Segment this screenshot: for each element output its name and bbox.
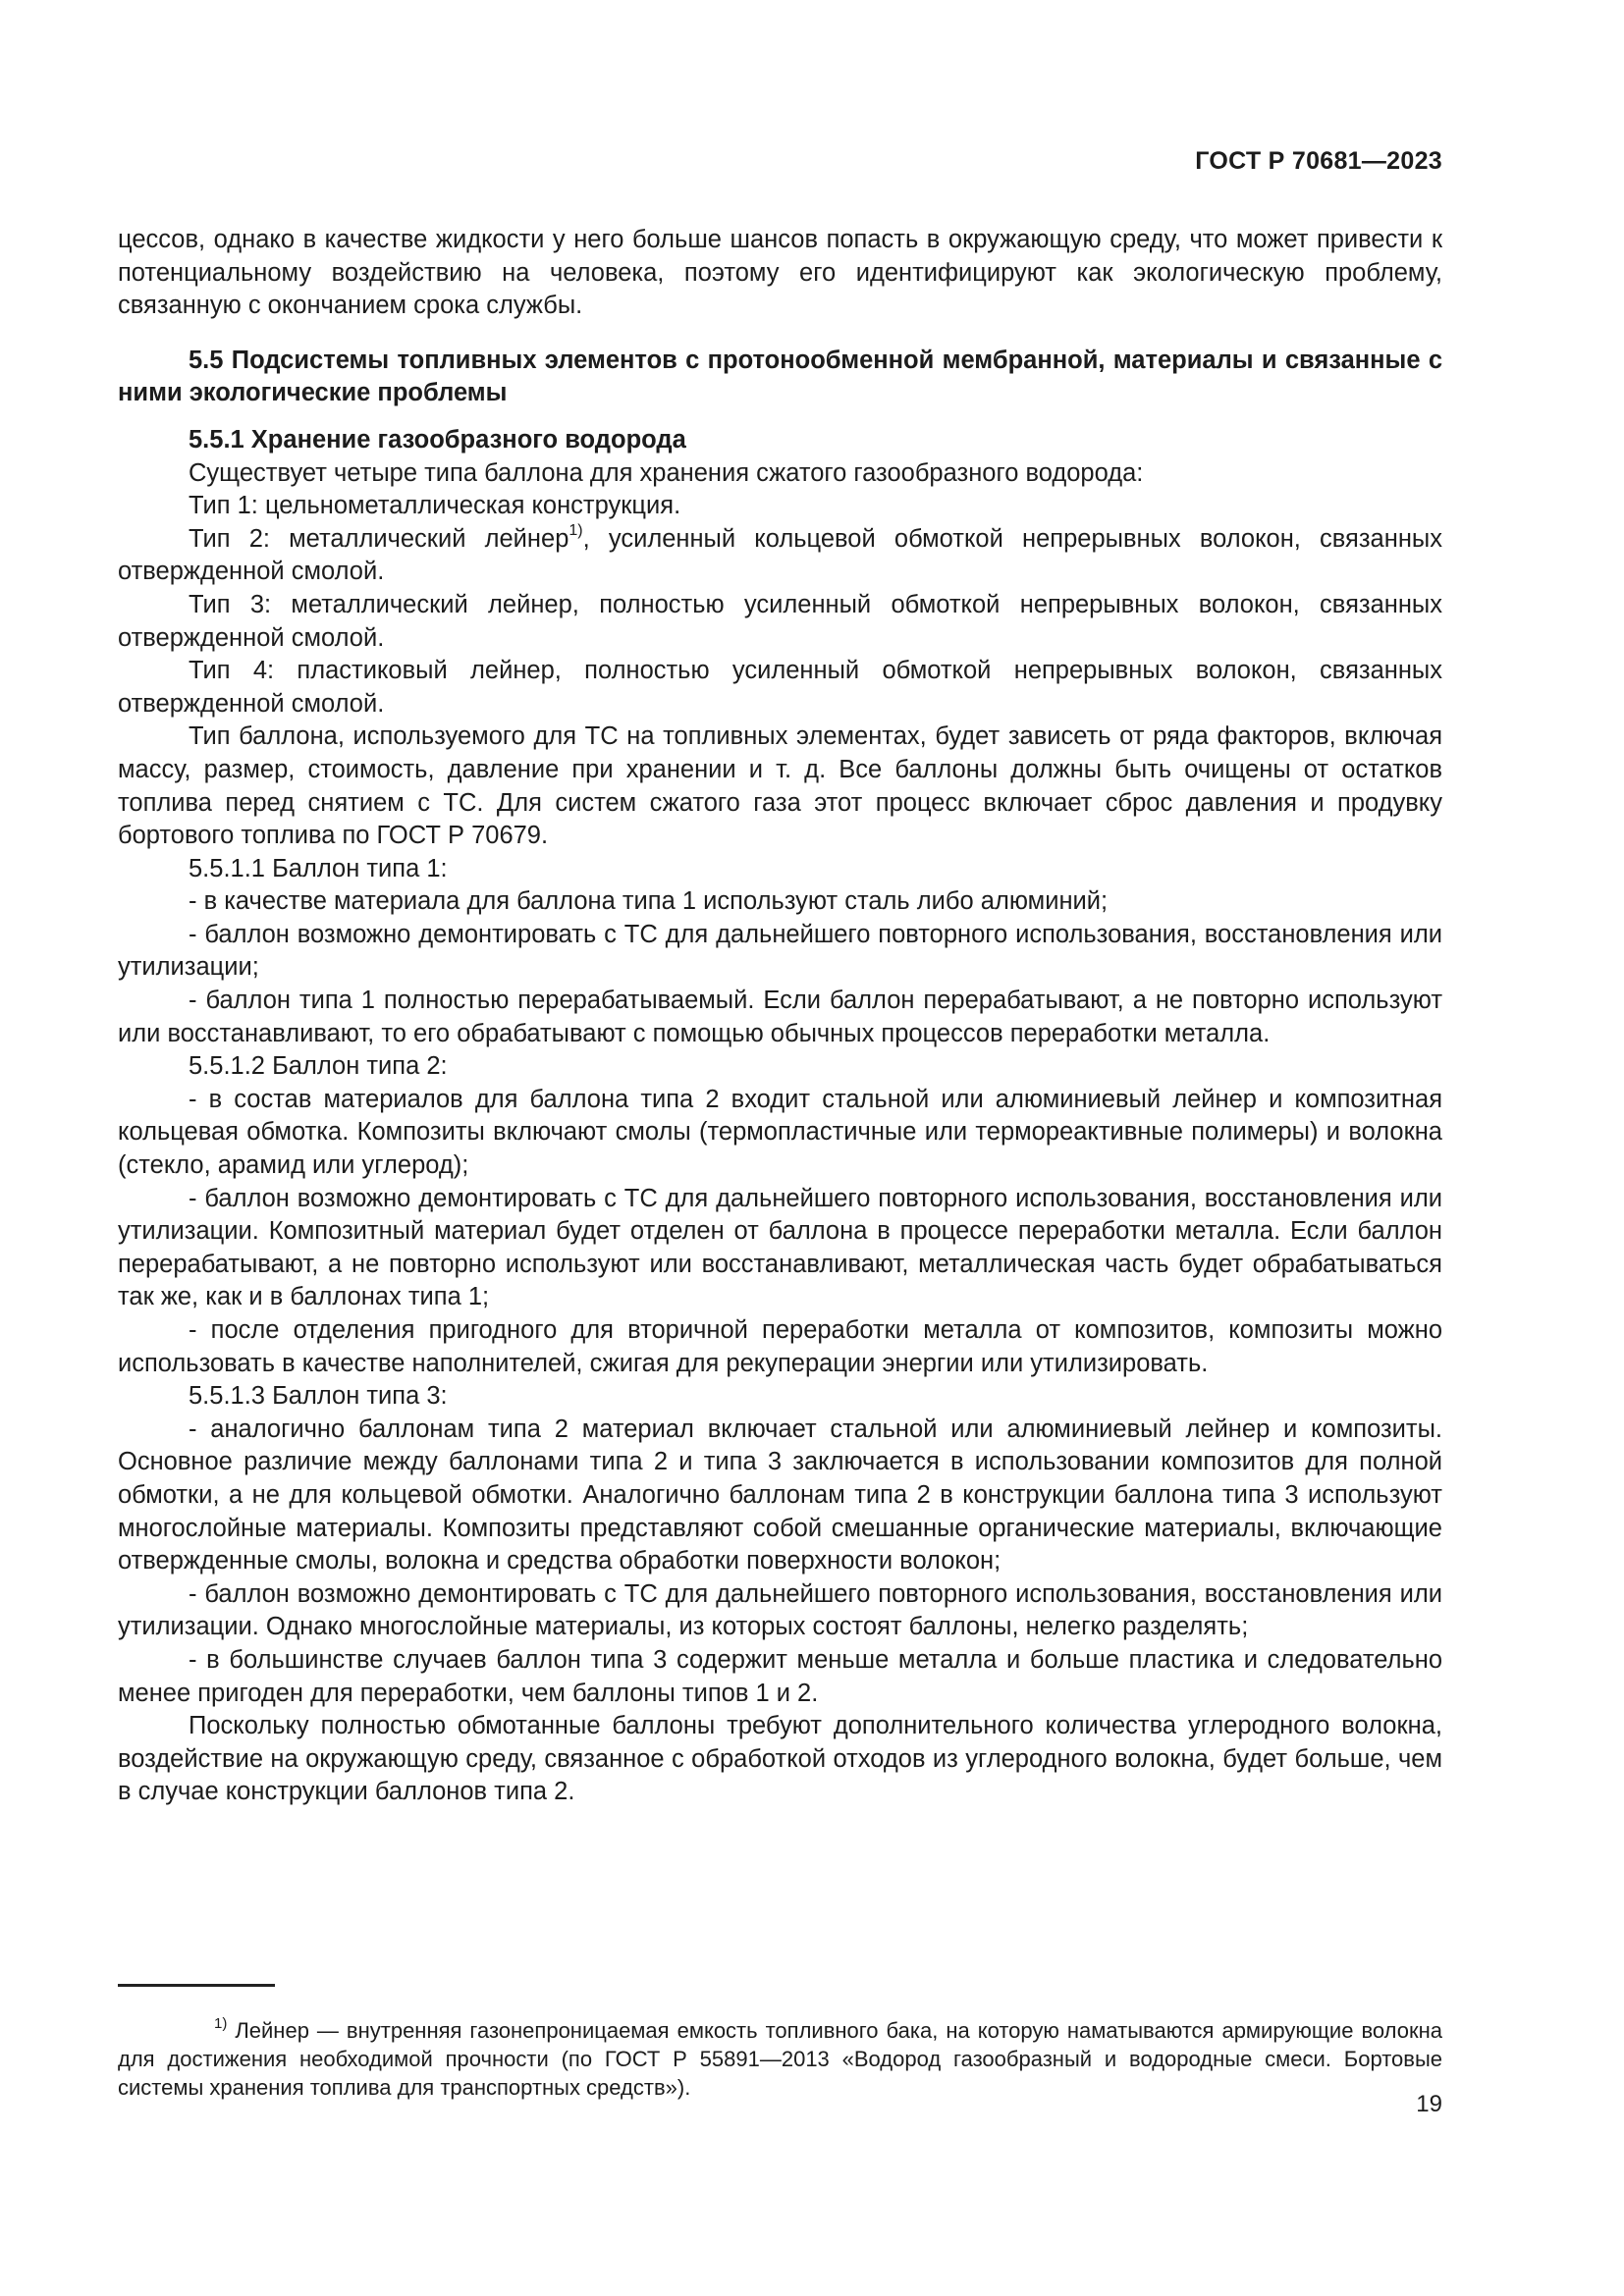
document-body [118, 224, 1442, 1809]
selection-paragraph: Тип баллона, используемого для ТС на топливных элементах, будет зависеть от ряда факторов, включая массу, размер, стоимость, давление при хранении и т. д. Все баллоны должны быть очищены от остатков топлива перед снятием с ТС. Для систем сжатого газа этот процесс включает сброс давления и продувку бортового топлива по ГОСТ Р 70679. [118, 722, 1442, 850]
type-4-paragraph: Тип 4: пластиковый лейнер, полностью усиленный обмоткой непрерывных волокон, связанных отвержденной смолой. [118, 657, 1442, 718]
list-item: - баллон возможно демонтировать с ТС для дальнейшего повторного использования, восстановления или утилизации; [118, 920, 1442, 982]
type-1-paragraph: Тип 1: цельнометаллическая конструкция. [189, 492, 681, 520]
footnote-divider [118, 1984, 275, 1987]
footnote-marker: 1) [214, 2014, 228, 2032]
footnote-text: Лейнер — внутренняя газонепроницаемая емкость топливного бака, на которую наматываются армирующие волокна для достижения необходимой прочности (по ГОСТ Р 55891—2013 «Водород газообразный и водородные смеси. Бортовые системы хранения топлива для транспортных средств»). [118, 2018, 1442, 2100]
type-2-text: Тип 2: металлический лейнер [189, 524, 569, 553]
footnote [118, 2016, 1442, 2102]
list-item: - баллон возможно демонтировать с ТС для дальнейшего повторного использования, восстановления или утилизации. Однако многослойные материалы, из которых состоят баллоны, нелегко разделять; [118, 1579, 1442, 1641]
clause-5-5-1-3-title: 5.5.1.3 Баллон типа 3: [189, 1382, 448, 1411]
type-2-paragraph [118, 523, 1442, 589]
type-2-text-cont: , усиленный кольцевой обмоткой непрерывных волокон, связанных отвержденной смолой. [118, 524, 1442, 586]
page-number: 19 [1416, 2091, 1442, 2117]
footnote-ref: 1) [568, 522, 583, 540]
clause-5-5-1-2-title: 5.5.1.2 Баллон типа 2: [189, 1052, 448, 1081]
continuation-paragraph: цессов, однако в качестве жидкости у него больше шансов попасть в окружающую среду, что может привести к потенциальному воздействию на человека, поэтому его идентифицируют как экологическую проблему, связанную с окончанием срока службы. [118, 226, 1442, 320]
list-item: - баллон типа 1 полностью перерабатываемый. Если баллон перерабатывают, а не повторно используют или восстанавливают, то его обрабатывают с помощью обычных процессов переработки металла. [118, 987, 1442, 1047]
list-item: - в большинстве случаев баллон типа 3 содержит меньше металла и больше пластика и следовательно менее пригоден для переработки, чем баллоны типов 1 и 2. [118, 1645, 1442, 1707]
list-item: - аналогично баллонам типа 2 материал включает стальной или алюминиевый лейнер и композиты. Основное различие между баллонами типа 2 и типа 3 заключается в использовании композитов для полной обмотки, а не для кольцевой обмотки. Аналогично баллонам типа 2 в конструкции баллона типа 3 используют многослойные материалы. Композиты представляют собой смешанные органические материалы, включающие отвержденные смолы, волокна и средства обработки поверхности волокон; [118, 1415, 1442, 1575]
subsection-title: 5.5.1 Хранение газообразного водорода [189, 425, 686, 454]
list-item: - баллон возможно демонтировать с ТС для дальнейшего повторного использования, восстановления или утилизации. Композитный материал будет отделен от баллона в процессе переработки металла. Если баллон перерабатывают, а не повторно используют или восстанавливают, металлическая часть будет обрабатываться так же, как и в баллонах типа 1; [118, 1184, 1442, 1311]
list-item: - в качестве материала для баллона типа 1 используют сталь либо алюминий; [189, 887, 1109, 916]
closing-paragraph: Поскольку полностью обмотанные баллоны требуют дополнительного количества углеродного волокна, воздействие на окружающую среду, связанное с обработкой отходов из углеродного волокна, будет больше, чем в случае конструкции баллонов типа 2. [118, 1712, 1442, 1806]
clause-5-5-1-1-title: 5.5.1.1 Баллон типа 1: [189, 854, 448, 882]
section-title: 5.5 Подсистемы топливных элементов с протонообменной мембранной, материалы и связанные с ними экологические проблемы [118, 346, 1442, 407]
intro-paragraph: Существует четыре типа баллона для хранения сжатого газообразного водорода: [189, 458, 1144, 487]
list-item: - после отделения пригодного для вторичной переработки металла от композитов, композиты можно использовать в качестве наполнителей, сжигая для рекуперации энергии или утилизировать. [118, 1316, 1442, 1377]
type-3-paragraph: Тип 3: металлический лейнер, полностью усиленный обмоткой непрерывных волокон, связанных отвержденной смолой. [118, 590, 1442, 652]
list-item: - в состав материалов для баллона типа 2 входит стальной или алюминиевый лейнер и композитная кольцевая обмотка. Композиты включают смолы (термопластичные или термореактивные полимеры) и волокна (стекло, арамид или углерод); [118, 1085, 1442, 1180]
document-header: ГОСТ Р 70681—2023 [1195, 147, 1442, 175]
